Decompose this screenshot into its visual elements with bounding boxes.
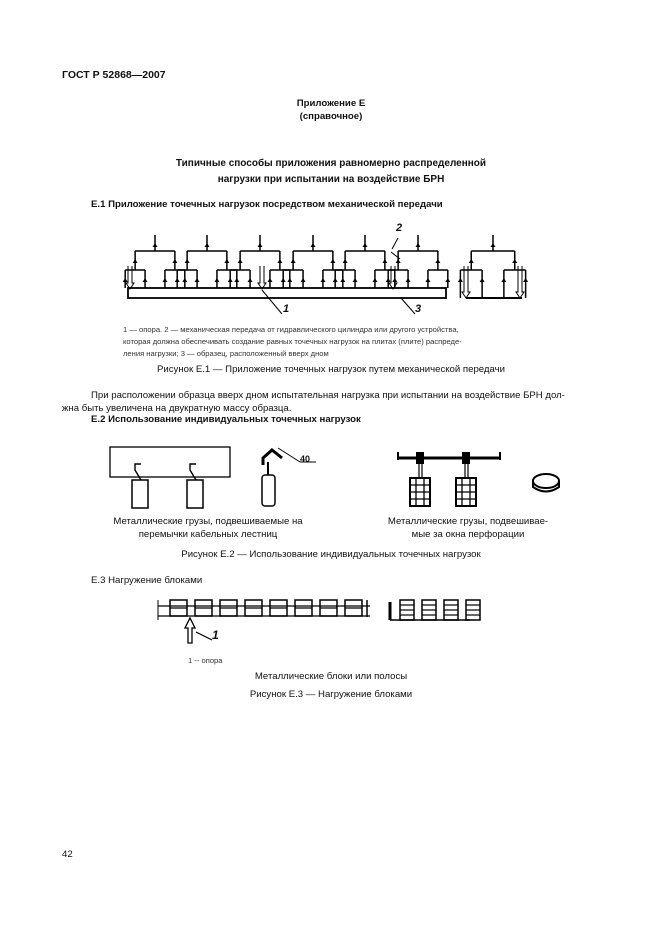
appendix-status: (справочное) xyxy=(299,111,363,122)
leader-1 xyxy=(196,632,212,640)
support-arrow-icon xyxy=(185,618,195,643)
e1-legend-line-1: 1 — опора. 2 — механическая передача от гидравлического цилиндра или другого устройства, xyxy=(123,325,459,334)
e3-sub-caption: Металлические блоки или полосы xyxy=(254,671,408,682)
e3-legend: 1 -- опора xyxy=(188,656,223,665)
paragraph-line-2: жна быть увеличена на двукратную массу образца. xyxy=(62,403,292,414)
standard-header: ГОСТ Р 52868—2007 xyxy=(62,69,166,81)
main-title-line-2: нагрузки при испытании на воздействие БРН xyxy=(217,174,445,185)
figure-e1-caption: Рисунок Е.1 — Приложение точечных нагрузок путем механической передачи xyxy=(157,364,505,375)
e1-legend-line-2: которая должна обеспечивать создание равных точечных нагрузок на плитах (плите) распреде- xyxy=(123,337,462,346)
appendix-title: Приложение Е xyxy=(296,98,366,109)
callout-2: 2 xyxy=(396,222,403,234)
e2-right-caption-1: Металлические грузы, подвешивае- xyxy=(387,516,549,527)
page-number: 42 xyxy=(62,849,73,860)
callout-3: 3 xyxy=(415,303,422,315)
callout-1: 1 xyxy=(283,303,290,315)
section-e2-heading: Е.2 Использование индивидуальных точечных нагрузок xyxy=(91,414,361,425)
section-e1-heading: Е.1 Приложение точечных нагрузок посредством механической передачи xyxy=(91,199,443,210)
e1-legend-line-3: ления нагрузки; 3 — образец, расположенный вверх дном xyxy=(123,349,329,358)
dimension-label-40: 40 xyxy=(300,454,311,464)
figure-e2-caption: Рисунок Е.2 — Использование индивидуальных точечных нагрузок xyxy=(181,549,481,560)
e3-callout-1: 1 xyxy=(212,628,219,642)
section-e3-heading: Е.3 Нагружение блоками xyxy=(91,575,203,586)
figure-e3-caption: Рисунок Е.3 — Нагружение блоками xyxy=(249,689,413,700)
e2-right-caption-2: мые за окна перфорации xyxy=(411,529,525,540)
main-title-line-1: Типичные способы приложения равномерно распределенной xyxy=(175,158,487,169)
e2-left-caption-1: Металлические грузы, подвешиваемые на xyxy=(113,516,303,527)
paragraph-line-1: При расположении образца вверх дном испытательная нагрузка при испытании на воздействие БРН дол- xyxy=(91,390,565,401)
e2-left-caption-2: перемычки кабельных лестниц xyxy=(138,529,278,540)
